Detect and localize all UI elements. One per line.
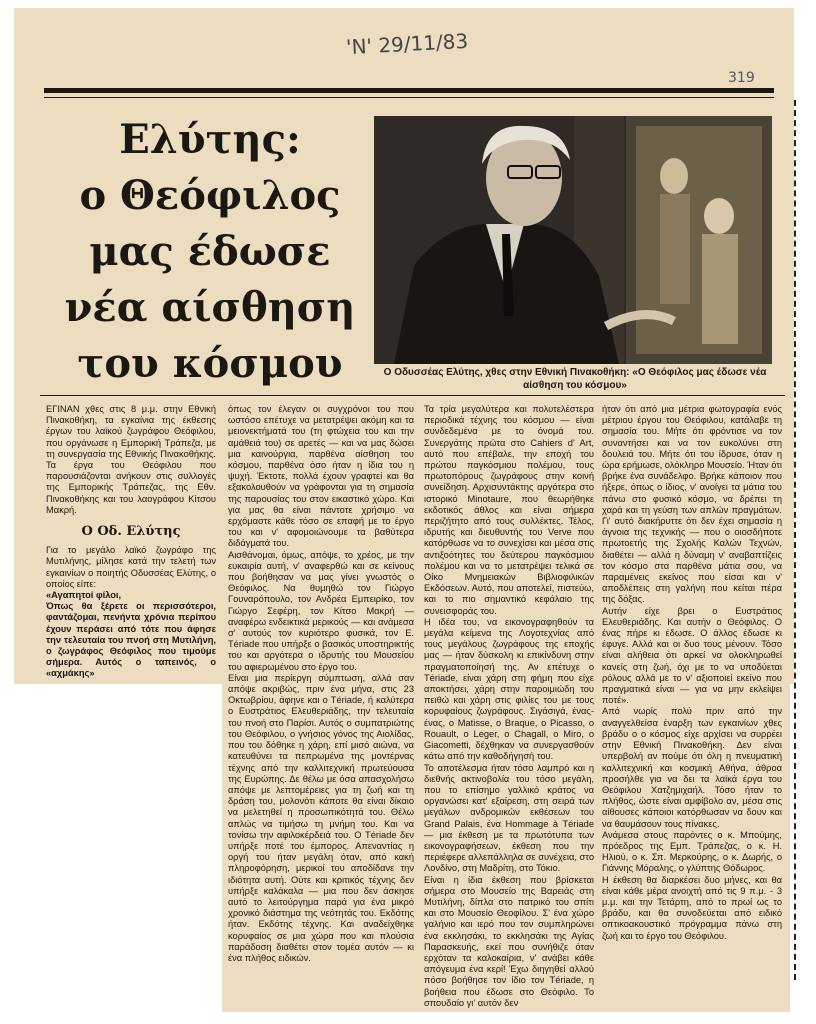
paragraph: ήταν ότι από μια μέτρια φωτογραφία ενός μέτριου έργου του Θεόφιλου, κατάλαβε τη σημασία του. Μήτε ότι φρόντισε να τον συναντήσει και να τον ευκολύνει στη δουλειά του. Μήτε ότι του ίδρυσε, όταν η ώρα ερήμωσε, ολόκληρο Μουσείο. Ήταν ότι βρήκε ένα συνάδελφο. Βρήκε κάποιον που ήξερε, όπως ο ίδιος, ν' ανοίγει τα μάτια του πάνω στο φυσικό κόσμο, να δρέπει τη χαρά και τη γεύση των απλών πραγμάτων. Γι' αυτό διακήρυττε ότι δεν έχει σημασία η άγνοια της τεχνικής — που ο οιοσδήποτε πρωτοετής της Σχολής Καλών Τεχνών, διαθέτει — αλλά η δύναμη ν' αναβαπτίζεις τον κόσμο στα παρθένα μάτια σου, να παραμένεις εκείνος που είσαι και ν' αποδλέπεις στη γαλήνη που κείται πέρα της δόξας. <box>602 404 782 605</box>
headline-line: μας έδωσε <box>89 228 331 275</box>
photo-illustration <box>374 116 772 364</box>
top-rule <box>44 88 774 93</box>
top-rule-thin <box>44 97 774 98</box>
article-column-4 <box>602 404 782 1004</box>
paragraph: Το αποτέλεσμα ήταν τόσο λαμπρό και η διεθνής ακτινοβολία του τόσο μεγάλη, που το επίσημο γαλλικό κράτος να οργανώσει κατ' εξαίρεση, στη σειρά των μεγάλων ανδρομικών εκθέσεων του Grand Palais, ένα Hommage à Tériade — μια έκθεση με τα πρωτότυπα των εικονογραφήσεων, έκθεση που την περιέφερε αλλεπάλληλα σε συνέχεια, στο Λονδίνο, στη Μαδρίτη, στο Τόκιο. <box>424 762 594 874</box>
paragraph: Όπως θα ξέρετε οι περισσότεροι, φαντάζομαι, πενήντα χρόνια περίπου έχουν περάσει από τότε που άφησε την τελευταία του πνοή στη Μυτιλήνη, ο ζωγράφος Θεόφιλος που τιμούμε σήμερα. Αυτός ο ταπεινός, ο «αχμάκης» <box>46 601 216 679</box>
headline-line: ο Θεόφιλος <box>79 172 341 219</box>
paragraph: Η ιδέα του, να εικονογραφηθούν τα μεγάλα κείμενα της Λογοτεχνίας από τους μεγάλους ζωγράφους της εποχής μας — ήταν δύσκολη κι επικίνδυνη στην πραγματοποίησή της. Αν επέτυχε ο Tériade, είναι χάρη στη φήμη που είχε αποκτήσει, χάρη στην παροιμιώδη του πειθώ και χάρη στις φιλίες του με τους κορυφαίους ζωγράφους. Σιγάσιγά, ένας-ένας, ο Matisse, ο Braque, ο Picasso, ο Rouault, ο Leger, ο Chagall, ο Miro, ο Giacometti, δέχθηκαν να συνεργασθούν κάτω από την καθοδήγησή του. <box>424 616 594 762</box>
paragraph: Είναι μια περίεργη σύμπτωση, αλλά σαν απόψε ακριβώς, πριν ένα μήνα, στις 23 Οκτωβρίου, άφηνε και ο Tériade, ή καλύτερα ο Ευστράτιος Ελευθεριάδης, την τελευταία του πνοή στο Παρίσι. Αυτός ο συμπατριώτης του Θεόφιλου, ο γνήσιος γόνος της Αιολίδας, που του δόθηκε η χάρη, επί μισό αιώνα, να κατευθύνει τα πεπρωμένα της μοντέρνας τέχνης από την καλλιτεχνική πρωτεύουσα της Ευρώπης. Δε θέλω με όσα απασχολήσω απόψε με λεπτομέρειες για τη ζωή και τη δράση του, μολονότι κάποτε θα είναι δίκαιο να μελετηθεί η προσωπικότητά του. Θέλω απλώς να τιμήσω τη μνήμη του. Και να τονίσω την αφιλοκέρδειά του. Ο Tériade δεν υπήρξε ποτέ του έμπορος. Απεναντίας η οργή του ήταν μεγάλη όταν, από κακή πληροφόρηση, μερικοί του αποδίδανε την ιδιότητα αυτή. Ούτε και κριτικός τέχνης δεν υπήρξε καλάκαλα — μια που δεν άσκησε αυτό το λειτούργημα παρά για ένα μικρό χρονικό διάστημα της νεότητάς του. Εκδότης ήταν. Εκδότης τέχνης. Και αναδείχθηκε κορυφαίος σε μια χώρα που και πλούσια παράδοση διαθέτει στον τομέα αυτόν — κι ένα πλήθος ειδικών. <box>228 672 414 963</box>
paragraph: Αισθάνομαι, όμως, απόψε, το χρέος, με την ευκαιρία αυτή, ν' αναφερθώ και σε κείνους που βοήθησαν να μας γίνει γνωστός ο Θεόφιλος. Να θυμηθώ τον Γιώργο Γουναρόπουλο, τον Ανδρέα Εμπειρίκο, τον Γιώργο Σεφέρη, τον Κίτσο Μακρή — αναφέρω ενδεικτικά μερικούς — και ανάμεσα σ' αυτούς τον κυριότερο φυσικά, τον Ε. Tériade που υπήρξε ο βασικός υποστηρικτής του και αργότερα ο ιδρυτής του Μουσείου του αφιερωμένου στο έργο του. <box>228 549 414 672</box>
paragraph: Τα τρία μεγαλύτερα και πολυτελέστερα περιοδικά τέχνης του κόσμου — είναι συνδεδεμένα με το όνομά του. Συνεργάτης πρώτα στο Cahiers d' Art, αυτό που επέβαλε, την εποχή του πρώτου παγκόσμιου πολέμου, τους πρωτοπόρους ζωγράφους στην κοινή συνείδηση. Αρχισυντάκτης αργότερα στο ιστορικό Minotaure, που θεωρήθηκε εκδοτικός άθλος και είναι σήμερα περιζήτητο από τους συλλέκτες. Τέλος, ιδρυτής και διευθυντής του Verve που κατόρθωσε να το συνεχίσει και μέσα στις αντιξοότητες του δεύτερου παγκόσμιου πολέμου και να το μετατρέψει τελικά σε Οίκο Μνημειακών Βιβλιοφιλικών Εκδόσεων. Αυτό, που αποτελεί, πιστεύω, και το πιο σημαντικό κεφάλαιο της συνεισφοράς του. <box>424 404 594 616</box>
section-rule <box>40 395 785 396</box>
handwritten-page-number: 319 <box>728 70 755 86</box>
headline-line: νέα αίσθηση <box>64 284 356 331</box>
paragraph: Από νωρίς πολύ πριν από την αναγγελθείσα έναρξη των εγκαινίων χθες βράδυ ο ο κόσμος είχε αρχίσει να συρρέει στην Εθνική Πινακοθήκη. Δεν είναι υπερβολή αν πούμε ότι όλη η πνευματική καλλιτεχνική και κοσμική Αθήνα, άθροα προσήλθε για να δει τα λαϊκά έργα του Θεόφιλου Χατζημιχαήλ. Τόσο ήταν το πλήθος, ώστε είναι αμφίβολο αν, μέσα στις αίθουσες κάποιοι κατόρθωσαν να δουν και να θαυμάσουν τους πίνακες. <box>602 706 782 829</box>
paragraph: Η έκθεση θα διαρκέσει δυο μήνες, και θα είναι κάθε μέρα ανοιχτή από τις 9 π.μ. - 3 μ.μ. και την Τετάρτη, από το πρωί ως το βράδυ, και θα συνοδεύεται από ειδικό οπτικοακουστικό πρόγραμμα πάνω στη ζωή και το έργο του Θεόφιλου. <box>602 874 782 941</box>
headline <box>60 112 360 392</box>
torn-edge-line <box>794 100 796 980</box>
photo-caption: Ο Οδυσσέας Ελύτης, χθες στην Εθνική Πινακοθήκη: «Ο Θεόφιλος μας έδωσε νέα αίσθηση του κόσμου» <box>383 367 767 391</box>
article-column-1 <box>46 404 216 679</box>
article-column-2 <box>228 404 414 984</box>
article-column-3 <box>424 404 594 1008</box>
headline-line: Ελύτης: <box>119 116 301 163</box>
handwritten-date: 'Ν' 29/11/83 <box>345 28 469 60</box>
headline-line: του κόσμου <box>77 340 343 387</box>
paragraph: Ανάμεσα στους παρόντες ο κ. Μπούμης, πρόεδρος της Εμπ. Τράπεζας, ο κ. Η. Ηλιού, ο κ. Σπ. Μερκούρης, ο κ. Δωρής, ο Γιάννης Μόραλης, ο γλύπτης Θόδωρος. <box>602 829 782 874</box>
paragraph: ΕΓΙΝΑΝ χθες στις 8 μ.μ. στην Εθνική Πινακοθήκη, τα εγκαίνια της έκθεσης έργων του λαϊκού ζωγράφου Θεόφιλου, που οργάνωσε η Εμπορική Τράπεζα, με τη συνεργασία της Εθνικής Πινακοθήκης. Τα έργα του Θεόφιλου που παρουσιάζονται ανήκουν στις συλλογές της Εμπορικής Τράπεζας, της Εθν. Πινακοθήκης και του λαογράφου Κίτσου Μακρή. <box>46 404 216 515</box>
photo-elytis <box>374 116 772 364</box>
byline: Ο Οδ. Ελύτης <box>81 524 181 540</box>
paragraph: Για το μεγάλο λαϊκό ζωγράφο της Μυτιλήνης, μίλησε κατά την τελετή των εγκαινίων ο ποιητής Οδυσσέας Ελύτης, ο οποίος είπε: <box>46 545 216 589</box>
paragraph: Είναι η ίδια έκθεση που βρίσκεται σήμερα στο Μουσείο της Βαρειάς στη Μυτιλήνη, δίπλα στο πατρικό του σπίτι και στο Μουσείο Θεοφίλου. Σ' ένα χώρο γαλήνιο και ιερό που τον συμπληρώνει ένα εκκλησάκι, το εκκλησάκι της Αγίας Παρασκευής, εκεί που συνήθιζε όταν ερχόταν τα καλοκαίρια, ν' ανάβει κάθε απόγευμα ένα κερί! Έχω διηγηθεί αλλού πόσο βοήθησε τον ίδιο τον Tériade, η βοήθεια που έδωσε στο Θεόφιλο. Το σπουδαίο γι' αυτόν δεν <box>424 874 594 1008</box>
speech-greeting: «Αγαπητοί φίλοι, <box>46 590 122 601</box>
paragraph: όπως τον έλεγαν οι συγχρόνοι του που ωστόσο επέτυχε να μετατρέψει ακόμη και τα μειονεκτήματά του (τη φτώχεια του και την αμάθειά του) σε αρετές — και να μας δώσει μια καινούργια, παρθένα αίσθηση του κόσμου, παρθένα όσο ήταν η ίδια του η ψυχή. Έκτοτε, πολλά έχουν γραφτεί και θα εξακολουθούν να γράφονται για τη σημασία της παρουσίας του στον εικαστικό χώρο. Και για μας θα είναι πάντοτε χρήσιμο να ερχόμαστε κάθε τόσο σε επαφή με το έργο του και ν' αφομοιώνουμε τα βαθύτερα διδάγματά του. <box>228 404 414 549</box>
paragraph: Αυτήν είχε βρει ο Ευστράτιος Ελευθεριάδης. Και αυτήν ο Θεόφιλος. Ο ένας πήρε κι έδωσε. Ο άλλος έδωσε κι έφυγε. Αλλά και οι δυο τους μένουν. Τόσο είναι αλήθεια ότι αρκεί να ολοκληρωθεί κανείς στη ζωή, όχι με το να υποδύεται ρόλους αλλά με το ν' αξιοποιεί εκείνο που πραγματικά είναι — για να μην εκλείψει ποτέ». <box>602 605 782 706</box>
